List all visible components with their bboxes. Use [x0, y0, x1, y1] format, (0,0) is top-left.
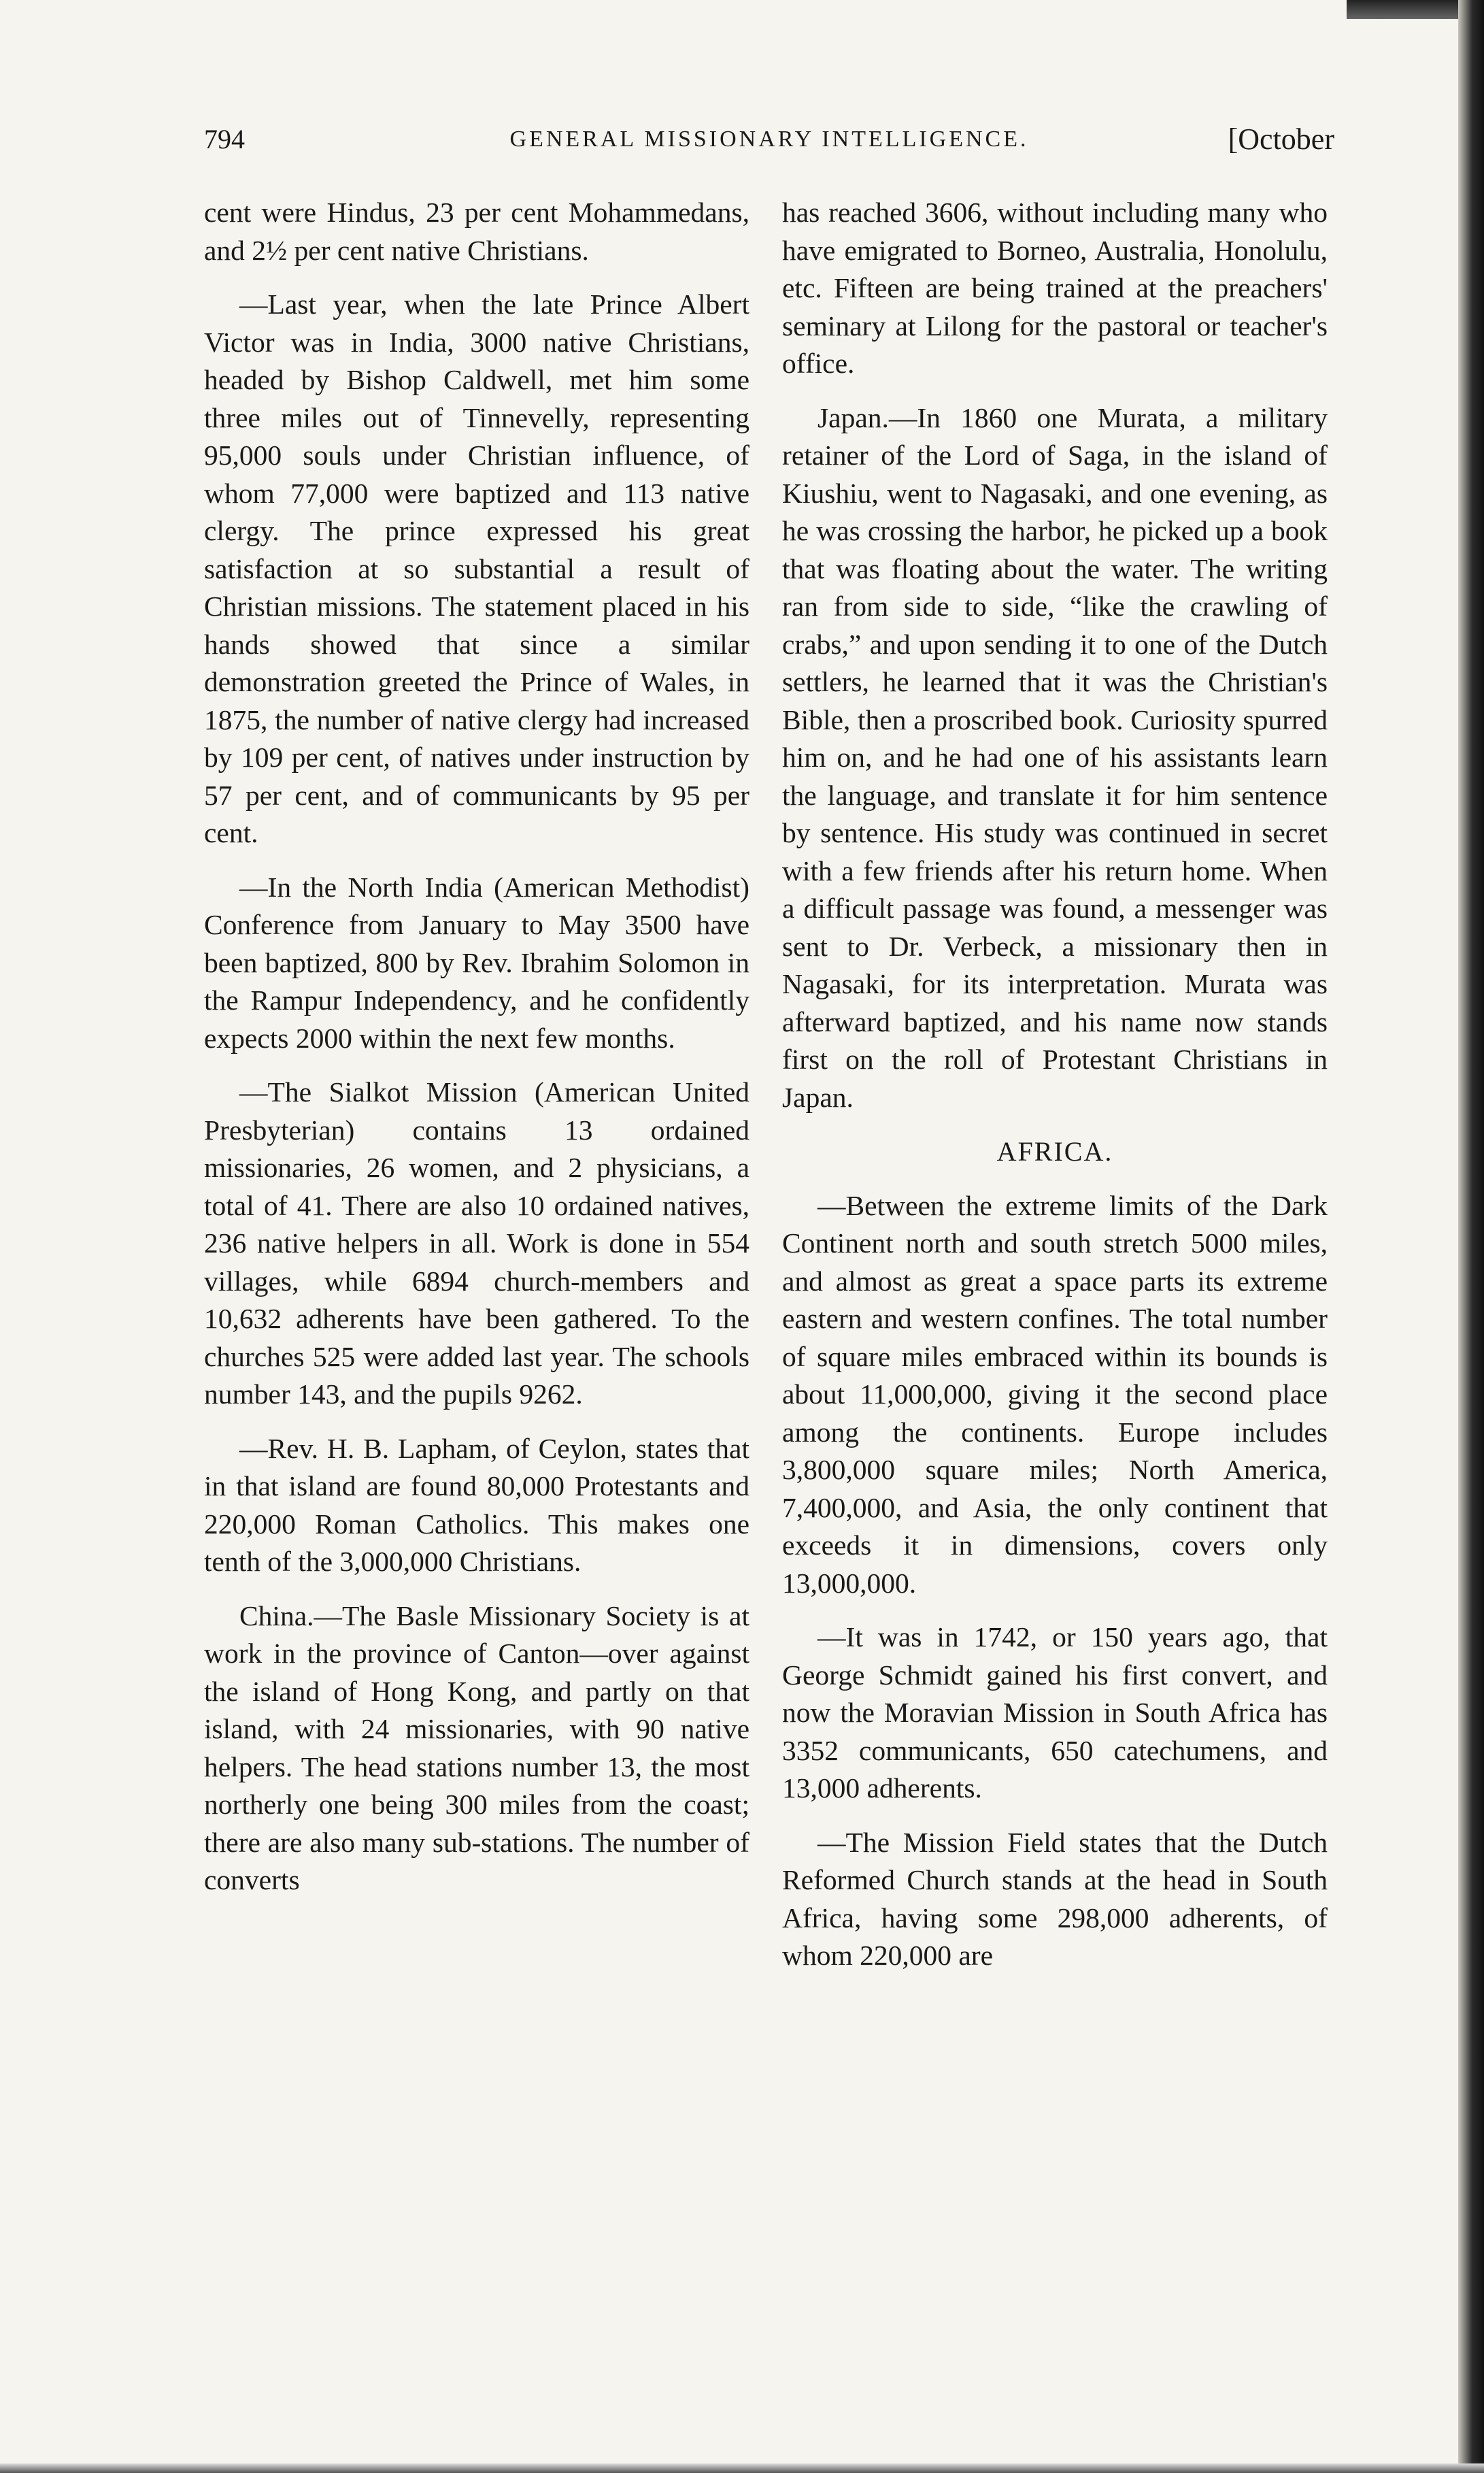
paragraph: —Between the extreme limits of the Dark Continent north and south stretch 5000 miles, and almost as great a space parts its extreme eastern and western confines. The total number of square miles embraced within its bounds is about 11,000,000, giving it the second place among the continents. Europe includes 3,800,000 square miles; North America, 7,400,000, and Asia, the only continent that exceeds it in dimensions, covers only 13,000,000. [782, 1189, 1328, 1599]
section-heading: AFRICA. [996, 1136, 1113, 1167]
left-column [204, 194, 749, 1916]
issue-month: [October [1228, 122, 1334, 156]
paragraph: —Last year, when the late Prince Albert Victor was in India, 3000 native Christians, headed by Bishop Caldwell, met him some three miles out of Tinnevelly, representing 95,000 souls under Christian influence, of whom 77,000 were baptized and 113 native clergy. The prince expressed his great satisfaction at so substantial a result of Christian missions. The statement placed in his hands showed that since a similar demonstration greeted the Prince of Wales, in 1875, the number of native clergy had increased by 109 per cent, of natives under instruction by 57 per cent, and of communicants by 95 per cent. [204, 288, 749, 848]
scan-edge-right [1458, 0, 1484, 2473]
paragraph: Japan.—In 1860 one Murata, a military retainer of the Lord of Saga, in the island of Kiushiu, went to Nagasaki, and one evening, as he was crossing the harbor, he picked up a book that was floating about the water. The writing ran from side to side, “like the crawling of crabs,” and upon sending it to one of the Dutch settlers, he learned that it was the Christian's Bible, then a proscribed book. Curiosity spurred him on, and he had one of his assistants learn the language, and translate it for him sentence by sentence. His study was continued in secret with a few friends after his return home. When a difficult passage was found, a messenger was sent to Dr. Verbeck, a missionary then in Nagasaki, for its interpretation. Murata was afterward baptized, and his name now stands first on the roll of Protestant Christians in Japan. [782, 401, 1328, 1113]
paragraph: —It was in 1742, or 150 years ago, that George Schmidt gained his first convert, and now the Moravian Mission in South Africa has 3352 communicants, 650 catechumens, and 13,000 adherents. [782, 1621, 1328, 1804]
page-number: 794 [204, 124, 245, 154]
scan-edge-bottom [0, 2463, 1484, 2473]
paragraph: cent were Hindus, 23 per cent Mohammedans, and 2½ per cent native Christians. [204, 197, 749, 266]
paragraph: —In the North India (American Methodist) Conference from January to May 3500 have been baptized, 800 by Rev. Ibrahim Solomon in the Rampur Independency, and he confidently expects 2000 within the next few months. [204, 871, 749, 1054]
page-header [204, 119, 1334, 160]
paragraph: —The Mission Field states that the Dutch Reformed Church stands at the head in South Africa, having some 298,000 adherents, of whom 220,000 are [782, 1826, 1328, 1971]
paragraph: —Rev. H. B. Lapham, of Ceylon, states that in that island are found 80,000 Protestants and 220,000 Roman Catholics. This makes one tenth of the 3,000,000 Christians. [204, 1432, 749, 1577]
paragraph: has reached 3606, without including many who have emigrated to Borneo, Australia, Honolulu, etc. Fifteen are being trained at the preachers' seminary at Lilong for the pastoral or teacher's office. [782, 197, 1328, 379]
paragraph: —The Sialkot Mission (American United Presbyterian) contains 13 ordained missionaries, 26 women, and 2 physicians, a total of 41. There are also 10 ordained natives, 236 native helpers in all. Work is done in 554 villages, while 6894 church-members and 10,632 adherents have been gathered. To the churches 525 were added last year. The schools number 143, and the pupils 9262. [204, 1076, 749, 1410]
right-column [782, 194, 1328, 1991]
paragraph: China.—The Basle Missionary Society is at work in the province of Canton—over against the island of Hong Kong, and partly on that island, with 24 missionaries, with 90 native helpers. The head stations number 13, the most northerly one being 300 miles from the coast; there are also many sub-stations. The number of converts [204, 1599, 749, 1895]
running-title: GENERAL MISSIONARY INTELLIGENCE. [509, 127, 1029, 152]
